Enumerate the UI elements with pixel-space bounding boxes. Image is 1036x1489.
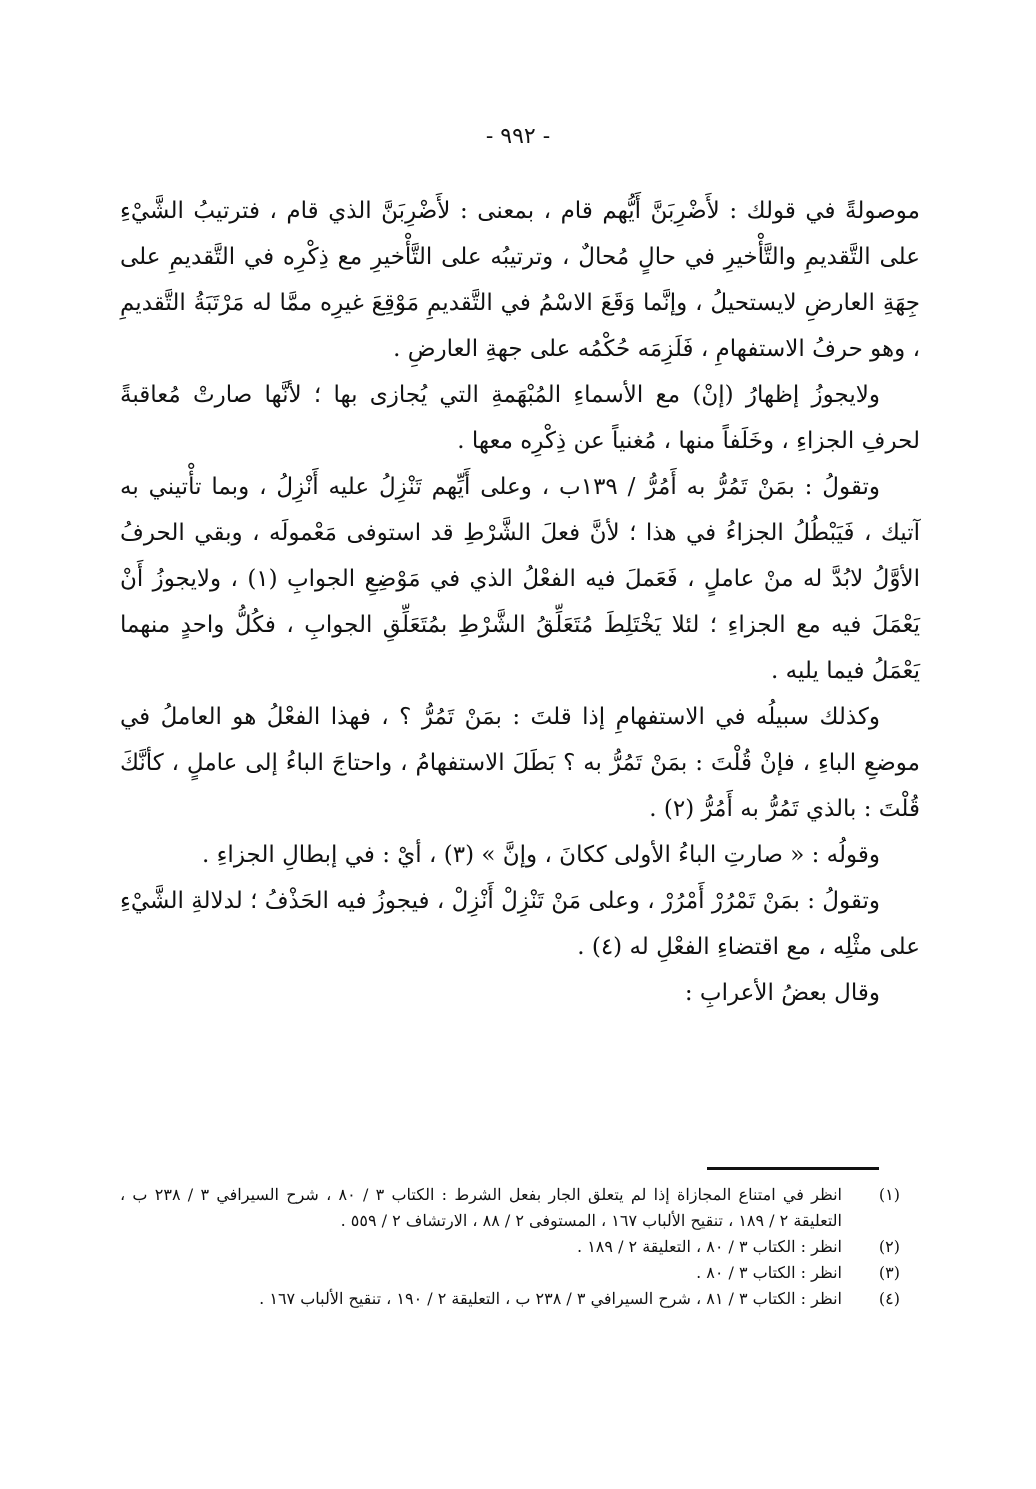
paragraph: ولايجوزُ إظهارُ (إنْ) مع الأسماءِ المُبْهَمةِ التي يُجازى بها ؛ لأنَّها صارتْ مُعاقبةً لحرفِ الجزاءِ ، وخَلَفاً منها ، مُغنياً عن ذِكْرِه معها .	[120, 382, 920, 454]
footnote	[120, 1234, 900, 1260]
footnote	[120, 1182, 900, 1234]
paragraph: وتقولُ : بمَنْ تَمْرُرْ أَمْرُرْ ، وعلى مَنْ تَنْزِلْ أَنْزِلْ ، فيجوزُ فيه الحَذْفُ ؛ لدلالةِ الشَّيْءِ على مثْلِه ، مع اقتضاءِ الفعْلِ له (٤) .	[120, 888, 920, 960]
footnote	[120, 1260, 900, 1286]
footnote-text: انظر : الكتاب ٣ / ٨٠ .	[696, 1263, 842, 1282]
footnote-number: (٣)	[878, 1263, 900, 1282]
footnote-text: انظر : الكتاب ٣ / ٨٠ ، التعليقة ٢ / ١٨٩ .	[577, 1237, 842, 1256]
paragraph: وقال بعضُ الأعرابِ :	[684, 980, 880, 1006]
footnote-number: (٤)	[878, 1289, 900, 1308]
footnote-text: انظر في امتناع المجازاة إذا لم يتعلق الجار بفعل الشرط : الكتاب ٣ / ٨٠ ، شرح السيرافي ٣ / ٢٣٨ ب ، التعليقة ٢ / ١٨٩ ، تنقيح الألباب ١٦٧ ، المستوفى ٢ / ٨٨ ، الارتشاف ٢ / ٥٥٩ .	[120, 1185, 843, 1230]
footnote-number: (١)	[878, 1185, 900, 1204]
page-number: - ٩٩٢ -	[485, 124, 551, 149]
paragraph: وقولُه : « صارتِ الباءُ الأولى ككانَ ، وإنَّ » (٣) ، أيْ : في إبطالِ الجزاءِ .	[202, 842, 880, 868]
footnote-number: (٢)	[878, 1237, 900, 1256]
main-text	[120, 188, 920, 1016]
footnote-text: انظر : الكتاب ٣ / ٨١ ، شرح السيرافي ٣ / ٢٣٨ ب ، التعليقة ٢ / ١٩٠ ، تنقيح الألباب ١٦٧ .	[259, 1289, 842, 1308]
footnote	[120, 1286, 900, 1312]
footnotes	[120, 1182, 900, 1312]
footnote-separator	[707, 1167, 879, 1170]
paragraph: موصولةً في قولك : لأَضْرِبَنَّ أَيُّهم قام ، بمعنى : لأَضْرِبَنَّ الذي قام ، فترتيبُ الشَّيْءِ على التَّقديمِ والتَّأْخيرِ في حالٍ مُحالٌ ، وترتيبُه على التَّأْخيرِ مع ذِكْرِه في التَّقديمِ على جِهَةِ العارضِ لايستحيلُ ، وإنَّما وَقَعَ الاسْمُ في التَّقديمِ مَوْقِعَ غيرِه ممَّا له مَرْتَبَةُ التَّقديمِ ، وهو حرفُ الاستفهامِ ، فَلَزِمَه حُكْمُه على جهةِ العارضِ .	[120, 198, 920, 362]
paragraph: وكذلك سبيلُه في الاستفهامِ إذا قلتَ : بمَنْ تَمُرُّ ؟ ، فهذا الفعْلُ هو العاملُ في موضعِ الباءِ ، فإنْ قُلْتَ : بمَنْ تَمُرُّ به ؟ بَطَلَ الاستفهامُ ، واحتاجَ الباءُ إلى عاملٍ ، كأنَّكَ قُلْتَ : بالذي تَمُرُّ به أَمُرُّ (٢) .	[120, 704, 920, 822]
paragraph: وتقولُ : بمَنْ تَمُرُّ به أَمُرُّ / ١٣٩ب ، وعلى أَيِّهم تَنْزِلُ عليه أَنْزِلُ ، وبما تأْتيني به آتيك ، فَيَبْطُلُ الجزاءُ في هذا ؛ لأنَّ فعلَ الشَّرْطِ قد استوفى مَعْمولَه ، وبقي الحرفُ الأوَّلُ لابُدَّ له منْ عاملٍ ، فَعَملَ فيه الفعْلُ الذي في مَوْضِعِ الجوابِ (١) ، ولايجوزُ أَنْ يَعْمَلَ فيه مع الجزاءِ ؛ لئلا يَخْتَلِطَ مُتَعَلِّقُ الشَّرْطِ بمُتَعَلِّقِ الجوابِ ، فكُلُّ واحدٍ منهما يَعْمَلُ فيما يليه .	[120, 474, 920, 684]
